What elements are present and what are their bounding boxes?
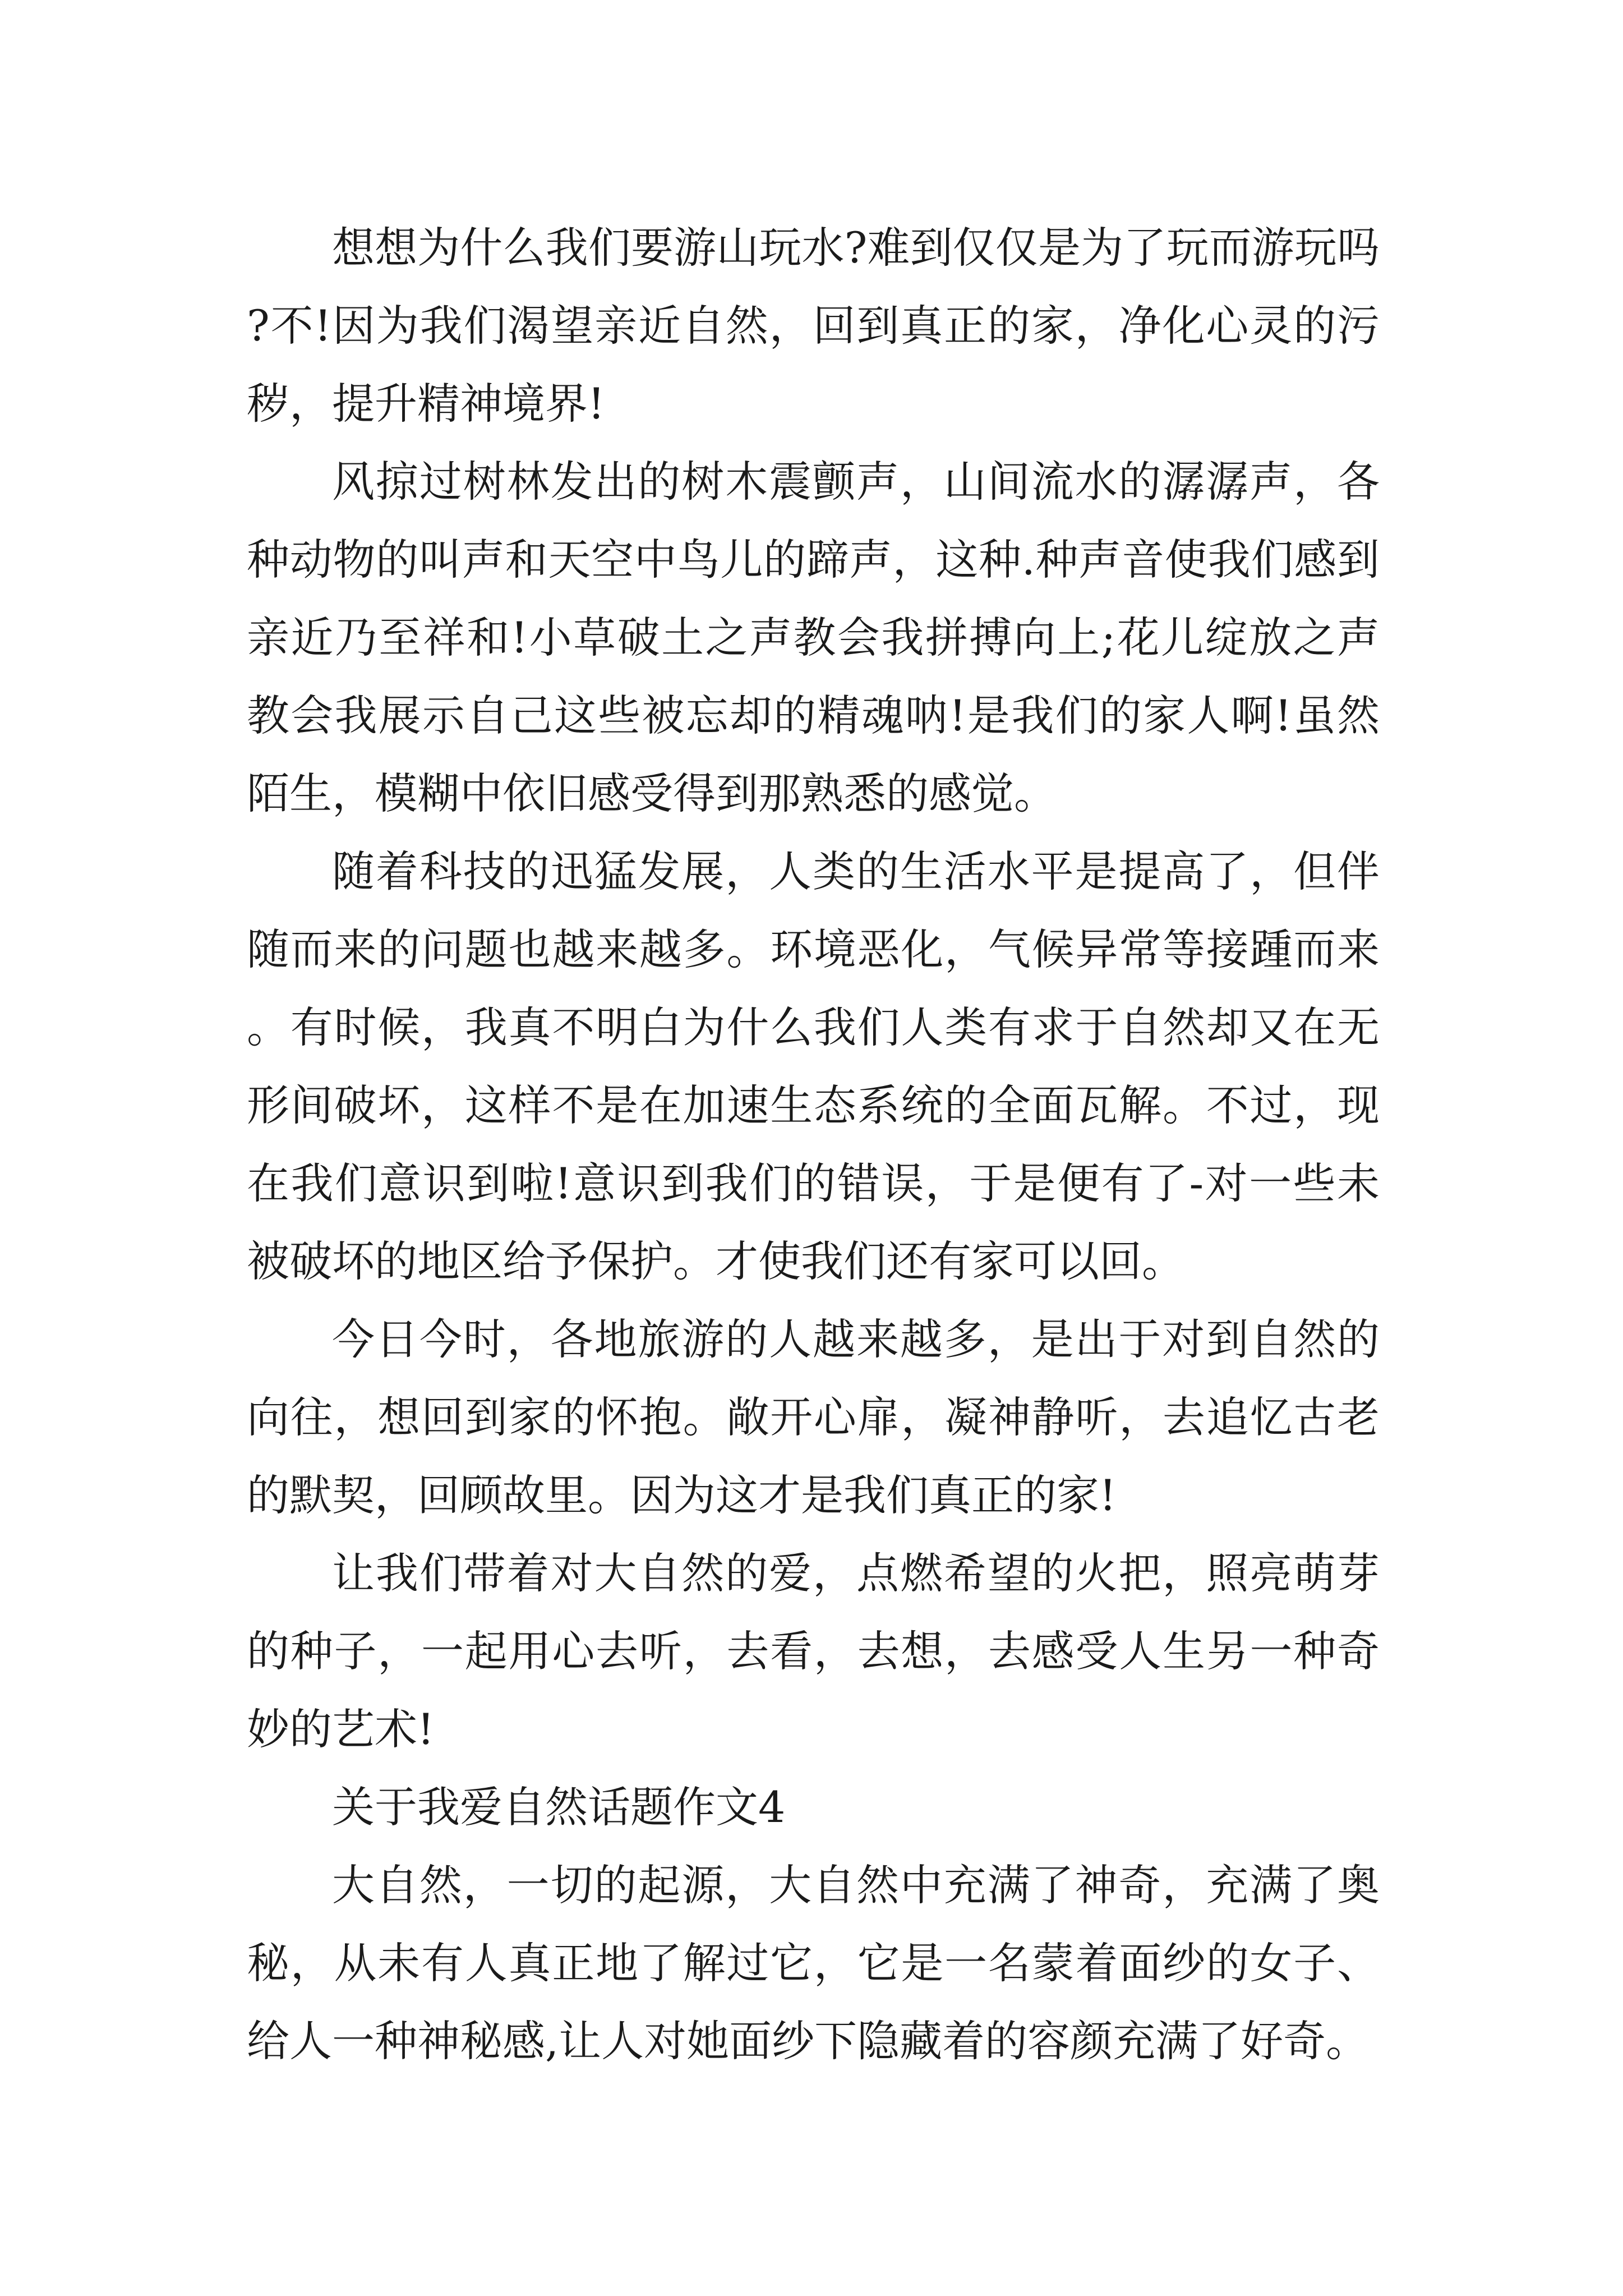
document-body	[247, 209, 1380, 2080]
paragraph-5: 让我们带着对大自然的爱，点燃希望的火把，照亮萌芽的种子，一起用心去听，去看，去想，去感受人生另一种奇妙的艺术!	[247, 1548, 1380, 1754]
paragraph-6: 大自然，一切的起源，大自然中充满了神奇，充满了奥秘，从未有人真正地了解过它，它是一名蒙着面纱的女子、给人一种神秘感,让人对她面纱下隐藏着的容颜充满了好奇。	[247, 1860, 1380, 2066]
paragraph-3: 随着科技的迅猛发展，人类的生活水平是提高了，但伴随而来的问题也越来越多。环境恶化，气候异常等接踵而来。有时候，我真不明白为什么我们人类有求于自然却又在无形间破坏，这样不是在加速生态系统的全面瓦解。不过，现在我们意识到啦!意识到我们的错误，于是便有了-对一些未被破坏的地区给予保护。才使我们还有家可以回。	[247, 846, 1380, 1286]
paragraph-2: 风掠过树林发出的树木震颤声，山间流水的潺潺声，各种动物的叫声和天空中鸟儿的蹄声，这种.种声音使我们感到亲近乃至祥和!小草破土之声教会我拼搏向上;花儿绽放之声教会我展示自己这些被忘却的精魂呐!是我们的家人啊!虽然陌生，模糊中依旧感受得到那熟悉的感觉。	[247, 457, 1380, 818]
section-title: 关于我爱自然话题作文4	[332, 1782, 786, 1832]
paragraph-1: 想想为什么我们要游山玩水?难到仅仅是为了玩而游玩吗?不!因为我们渴望亲近自然，回到真正的家，净化心灵的污秽，提升精神境界!	[247, 223, 1380, 429]
paragraph-4: 今日今时，各地旅游的人越来越多，是出于对到自然的向往，想回到家的怀抱。敞开心扉，凝神静听，去追忆古老的默契，回顾故里。因为这才是我们真正的家!	[247, 1314, 1380, 1520]
